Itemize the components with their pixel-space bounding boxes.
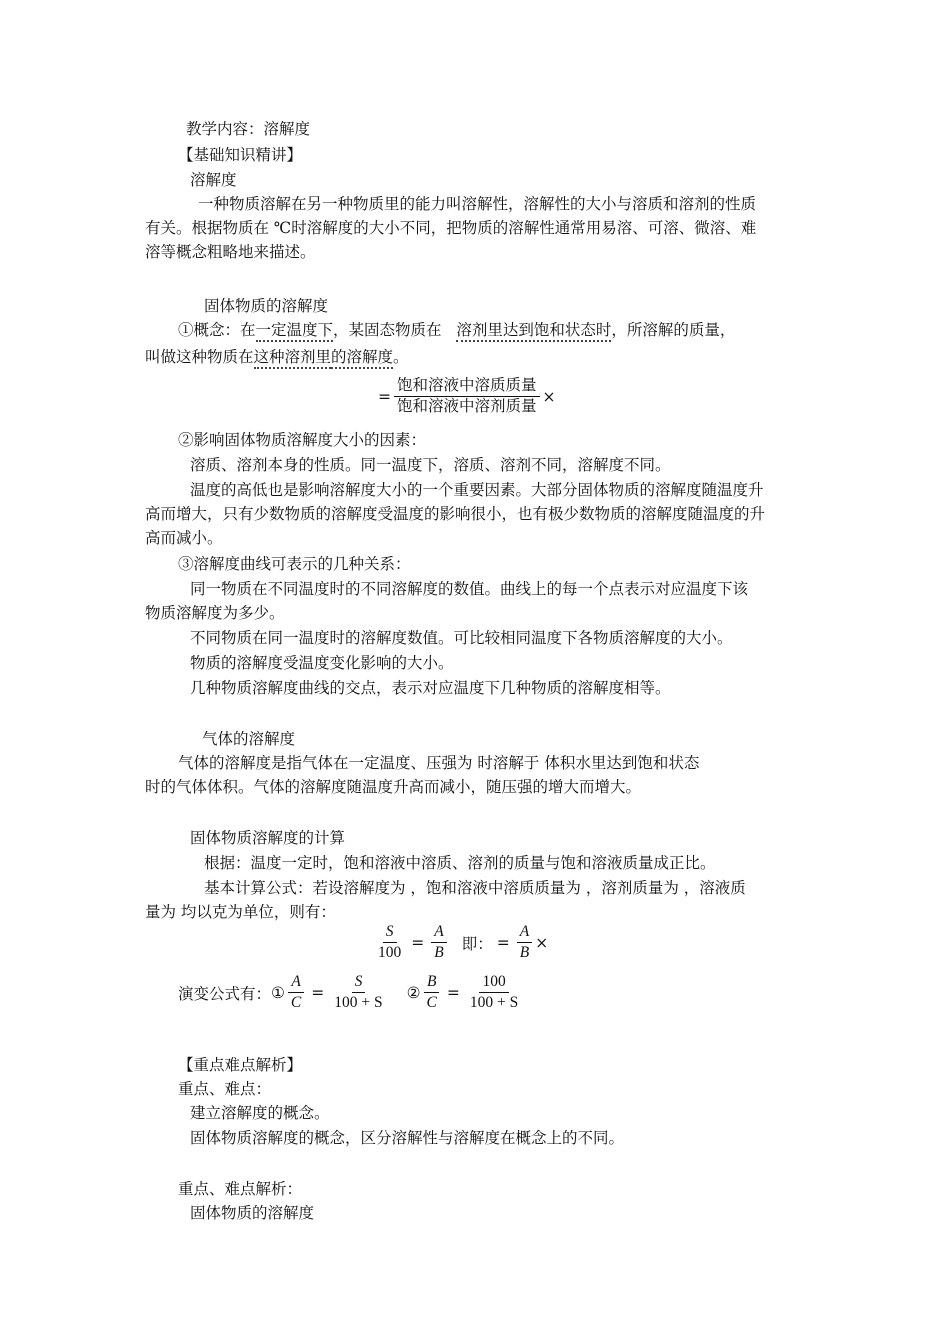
concept-line bbox=[178, 318, 810, 342]
label: ② bbox=[406, 983, 421, 1002]
equals-sign: = bbox=[311, 983, 325, 1002]
subheading: 重点、难点解析： bbox=[178, 1180, 303, 1198]
paragraph-line: 时的气体体积。气体的溶解度随温度升高而减小，随压强的增大而增大。 bbox=[145, 778, 642, 796]
paragraph-line: 一种物质溶解在另一种物质里的能力叫溶解性，溶解性的大小与溶质和溶剂的性质 bbox=[198, 195, 757, 213]
numerator: A bbox=[431, 922, 446, 943]
solubility-formula bbox=[378, 376, 556, 417]
label: ① bbox=[271, 983, 285, 1002]
concept-text: 。 bbox=[393, 348, 409, 366]
numerator: 饱和溶液中溶质质量 bbox=[394, 376, 540, 397]
denominator: B bbox=[434, 944, 444, 961]
section-heading-key: 【重点难点解析】 bbox=[178, 1056, 303, 1074]
numerator: S bbox=[383, 922, 397, 943]
denominator: 饱和溶液中溶剂质量 bbox=[397, 398, 537, 415]
concept-text: ，所溶解的质量， bbox=[611, 321, 736, 339]
fraction bbox=[467, 972, 521, 1013]
concept-line bbox=[145, 345, 810, 369]
fraction bbox=[375, 922, 404, 963]
equals-sign: = bbox=[496, 933, 510, 952]
list-item: 不同物质在同一温度时的溶解度数值。可比较相同温度下各物质溶解度的大小。 bbox=[190, 629, 733, 647]
list-item: 基本计算公式：若设溶解度为 ，饱和溶液中溶质质量为 ，溶剂质量为 ，溶液质 bbox=[204, 879, 746, 897]
fraction bbox=[424, 972, 440, 1013]
denominator: B bbox=[519, 944, 530, 961]
equals-sign: = bbox=[411, 933, 425, 952]
emphasis-text: 一定温度下 bbox=[256, 321, 334, 342]
item-heading-solubility: 溶解度 bbox=[190, 171, 237, 189]
concept-text: 叫做这种物质在 bbox=[145, 348, 254, 366]
page-title: 教学内容：溶解度 bbox=[186, 120, 311, 138]
numerator: S bbox=[352, 972, 366, 993]
list-item: 根据：温度一定时，饱和溶液中溶质、溶剂的质量与饱和溶液质量成正比。 bbox=[204, 854, 716, 872]
paragraph-line: 有关。根据物质在 ℃时溶解度的大小不同，把物质的溶解性通常用易溶、可溶、微溶、难 bbox=[145, 219, 757, 237]
subheading: 重点、难点： bbox=[178, 1080, 272, 1098]
label: 即： bbox=[461, 934, 493, 953]
fraction bbox=[517, 922, 532, 963]
numerator: A bbox=[517, 922, 532, 943]
denominator: 100 + S bbox=[334, 994, 383, 1011]
list-item: 温度的高低也是影响溶解度大小的一个重要因素。大部分固体物质的溶解度随温度升 bbox=[190, 481, 764, 499]
paragraph-line: 溶等概念粗略地来描述。 bbox=[145, 243, 316, 261]
list-item: 几种物质溶解度曲线的交点，表示对应温度下几种物质的溶解度相等。 bbox=[190, 679, 671, 697]
numerator: B bbox=[424, 972, 439, 993]
concept-text: ①概念：在 bbox=[178, 321, 256, 339]
numerator: 100 bbox=[479, 972, 508, 993]
variant-formulas bbox=[178, 972, 524, 1013]
label: 演变公式有： bbox=[178, 984, 272, 1003]
subheading-calc: 固体物质溶解度的计算 bbox=[190, 829, 346, 847]
paragraph-line: 量为 均以克为单位，则有： bbox=[145, 903, 336, 921]
denominator: C bbox=[426, 994, 437, 1011]
paragraph-line: 高而增大，只有少数物质的溶解度受温度的影响很小，也有极少数物质的溶解度随温度的升 bbox=[145, 505, 766, 523]
times-sign: × bbox=[535, 933, 549, 952]
equals-sign: = bbox=[378, 387, 391, 406]
denominator: 100 bbox=[378, 944, 402, 961]
list-item: 建立溶解度的概念。 bbox=[190, 1104, 330, 1122]
concept-text: ，某固态物质在 bbox=[333, 321, 442, 339]
list-item: 物质的溶解度受温度变化影响的大小。 bbox=[190, 654, 454, 672]
section-heading-basics: 【基础知识精讲】 bbox=[178, 146, 303, 164]
subheading-solid-solubility: 固体物质的溶解度 bbox=[204, 297, 329, 315]
paragraph-line: 物质溶解度为多少。 bbox=[145, 604, 285, 622]
numerator: A bbox=[288, 972, 303, 993]
denominator: C bbox=[290, 994, 302, 1011]
list-item: 溶质、溶剂本身的性质。同一温度下，溶质、溶剂不同，溶解度不同。 bbox=[190, 456, 671, 474]
times-sign: × bbox=[542, 387, 556, 406]
subheading-gas: 气体的溶解度 bbox=[202, 730, 296, 748]
equals-sign: = bbox=[446, 983, 460, 1002]
list-item: 固体物质的溶解度 bbox=[190, 1204, 315, 1222]
list-item: 同一物质在不同温度时的不同溶解度的数值。曲线上的每一个点表示对应温度下该 bbox=[190, 580, 749, 598]
subheading-factors: ②影响固体物质溶解度大小的因素： bbox=[178, 431, 427, 449]
fraction bbox=[288, 972, 304, 1013]
emphasis-text: 的溶解度 bbox=[331, 348, 393, 369]
denominator: 100 + S bbox=[469, 994, 519, 1011]
list-item: 固体物质溶解度的概念，区分溶解性与溶解度在概念上的不同。 bbox=[190, 1129, 625, 1147]
emphasis-text: 溶剂里达到饱和状态时 bbox=[456, 321, 611, 342]
fraction bbox=[331, 972, 385, 1013]
fraction bbox=[431, 922, 446, 963]
paragraph-line: 高而减小。 bbox=[145, 529, 223, 547]
paragraph-line: 气体的溶解度是指气体在一定温度、压强为 时溶解于 体积水里达到饱和状态 bbox=[178, 754, 700, 772]
basic-formula bbox=[372, 922, 548, 963]
fraction bbox=[394, 376, 540, 417]
subheading-curve: ③溶解度曲线可表示的几种关系： bbox=[178, 555, 411, 573]
emphasis-text: 这种溶剂里 bbox=[254, 348, 332, 369]
